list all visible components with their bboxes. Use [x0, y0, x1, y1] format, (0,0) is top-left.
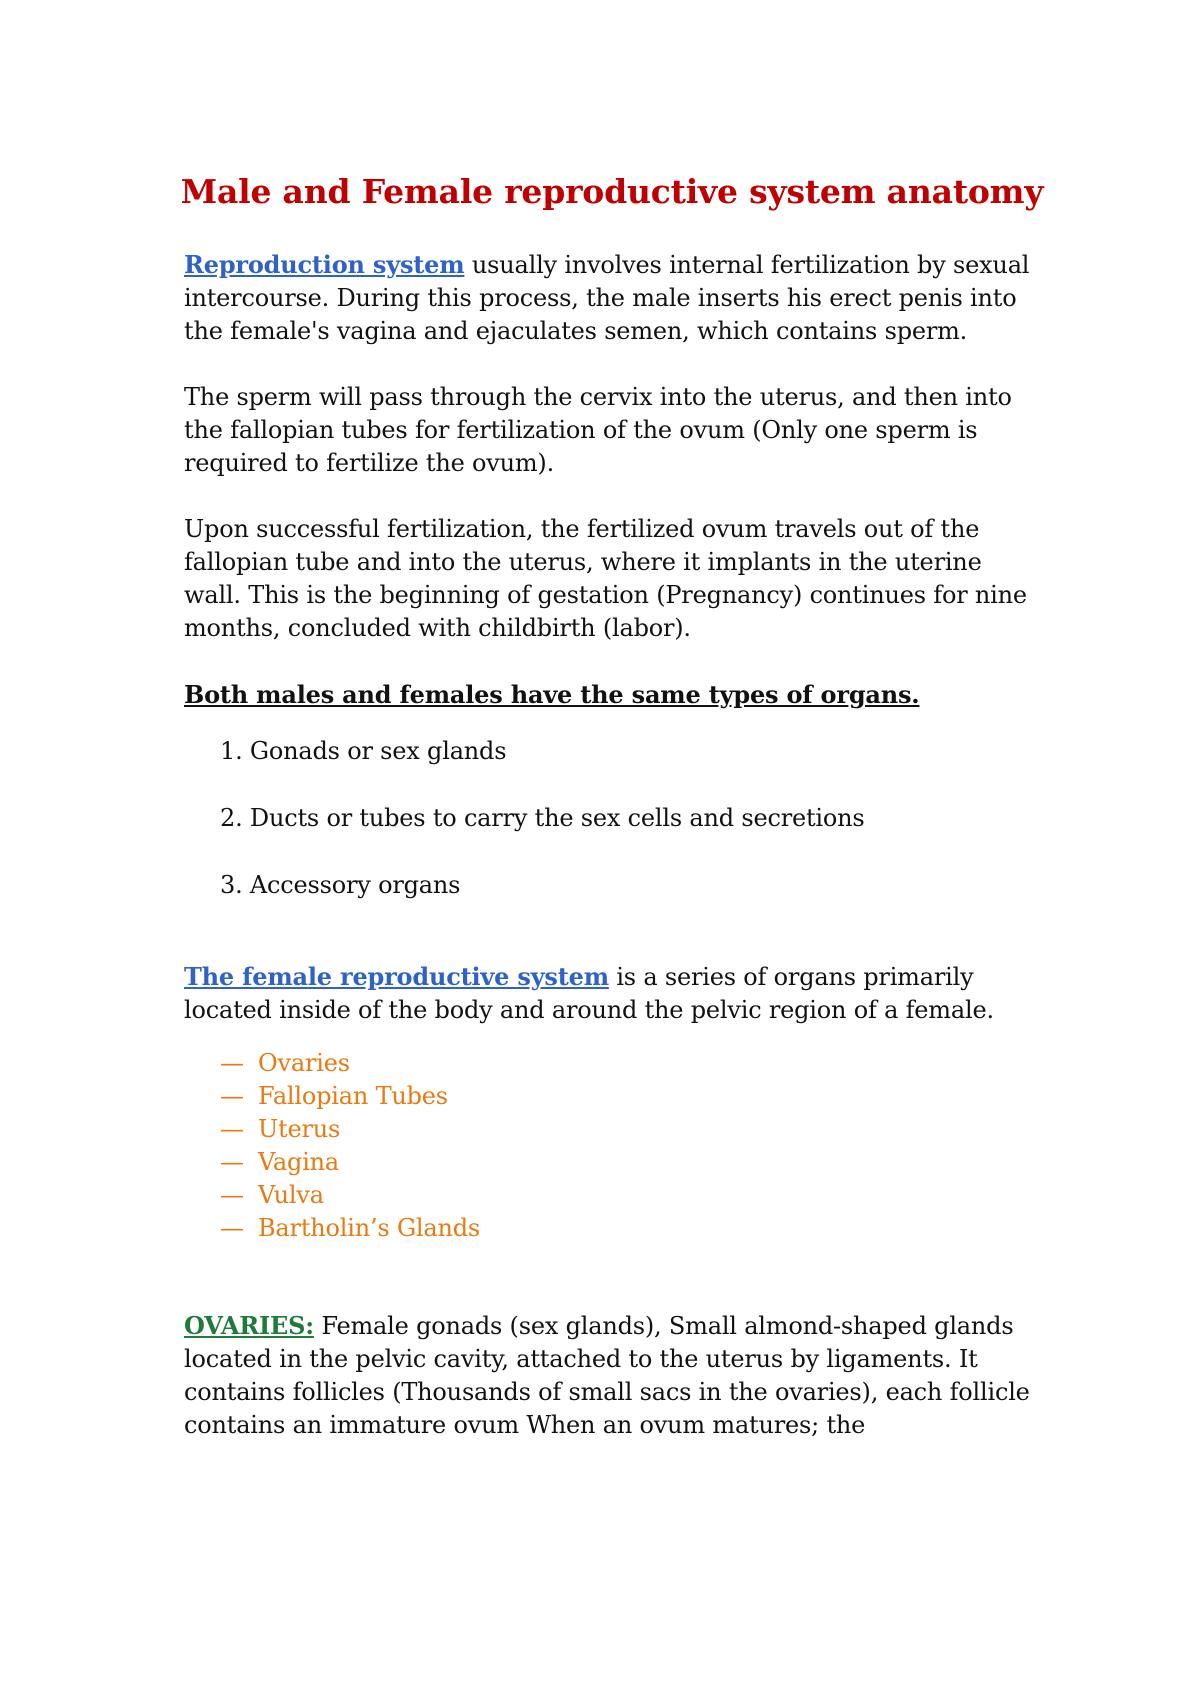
organ-name: Bartholin’s Glands	[258, 1214, 481, 1242]
female-system-paragraph	[184, 960, 1044, 1027]
sperm-paragraph: The sperm will pass through the cervix into the uterus, and then into the fallopian tubes for fertilization of the ovum (Only one sperm is required to fertilize the ovum).	[184, 383, 1012, 477]
organ-name: Vulva	[258, 1181, 324, 1209]
dash-bullet: —	[220, 1181, 244, 1209]
list-item	[220, 1080, 1044, 1113]
list-item: 2. Ducts or tubes to carry the sex cells and secretions	[220, 804, 865, 832]
dash-bullet: —	[220, 1082, 244, 1110]
organ-name: Vagina	[258, 1148, 340, 1176]
list-item: 3. Accessory organs	[220, 871, 461, 899]
document-body	[180, 170, 1044, 1475]
list-item	[220, 1146, 1044, 1179]
document-title: Male and Female reproductive system anatomy	[180, 172, 1044, 211]
ovaries-paragraph	[184, 1309, 1044, 1442]
organ-types-list	[184, 735, 1044, 902]
list-item	[220, 1179, 1044, 1212]
fertilization-paragraph: Upon successful fertilization, the fertilized ovum travels out of the fallopian tube and into the uterus, where it implants in the uterine wall. This is the beginning of gestation (Pregnancy) continues for nine months, concluded with childbirth (labor).	[184, 515, 1027, 642]
intro-paragraph	[184, 248, 1044, 348]
intro-text: usually involves internal fertilization by sexual intercourse. During this process, the male inserts his erect penis into the female's vagina and ejaculates semen, which contains sperm.	[184, 251, 1030, 345]
list-item: 1. Gonads or sex glands	[220, 737, 507, 765]
female-system-text: is a series of organs primarily located inside of the body and around the pelvic region of a female.	[184, 963, 994, 1024]
female-organs-list	[184, 1047, 1044, 1245]
organ-name: Ovaries	[258, 1049, 350, 1077]
ovaries-text: Female gonads (sex glands), Small almond-shaped glands located in the pelvic cavity, attached to the uterus by ligaments. It contains follicles (Thousands of small sacs in the ovaries), each follicle contains an immature ovum When an ovum matures; the	[184, 1312, 1030, 1439]
dash-bullet: —	[220, 1049, 244, 1077]
organ-name: Uterus	[258, 1115, 341, 1143]
organ-name: Fallopian Tubes	[258, 1082, 448, 1110]
female-reproductive-system-link[interactable]: The female reproductive system	[184, 962, 609, 991]
list-item	[220, 1047, 1044, 1080]
dash-bullet: —	[220, 1115, 244, 1143]
list-item	[220, 1113, 1044, 1146]
list-item	[220, 1212, 1044, 1245]
dash-bullet: —	[220, 1148, 244, 1176]
organs-heading: Both males and females have the same types of organs.	[184, 680, 920, 709]
reproduction-system-link[interactable]: Reproduction system	[184, 250, 465, 279]
dash-bullet: —	[220, 1214, 244, 1242]
ovaries-label[interactable]: OVARIES:	[184, 1311, 314, 1340]
